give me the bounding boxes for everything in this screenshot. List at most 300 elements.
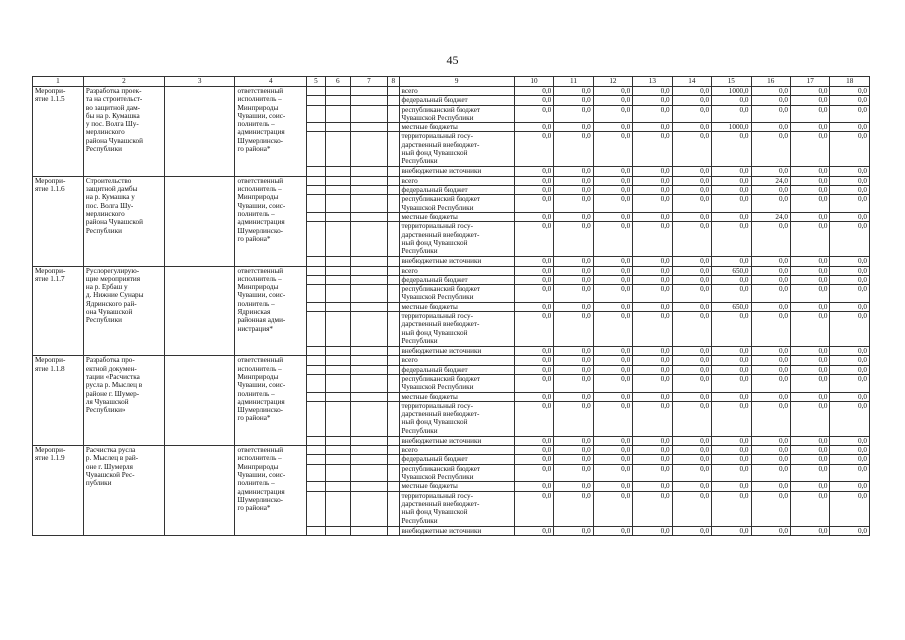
code-cell xyxy=(350,464,387,482)
amount-cell: 0,0 xyxy=(593,365,632,374)
column-header: 17 xyxy=(790,77,829,87)
code-cell xyxy=(350,347,387,356)
code-cell xyxy=(325,392,350,401)
code-cell xyxy=(325,464,350,482)
measure-title-cell: Разработка про- ектной докумен- тации «Расчистка русла р. Мыслец в районе г. Шумер- ля Чувашской Республики» xyxy=(83,356,164,446)
measure-title-cell: Строительство защитной дамбы на р. Кумашка у пос. Волга Шу- мерлинского района Чувашской Республики xyxy=(83,176,164,266)
amount-cell: 0,0 xyxy=(790,96,829,105)
amount-cell: 0,0 xyxy=(830,392,870,401)
amount-cell: 0,0 xyxy=(790,132,829,167)
code-cell xyxy=(388,222,399,257)
amount-cell: 0,0 xyxy=(830,195,870,213)
code-cell xyxy=(325,167,350,176)
empty-cell xyxy=(164,266,235,356)
amount-cell: 0,0 xyxy=(712,186,751,195)
code-cell xyxy=(388,96,399,105)
code-cell xyxy=(325,132,350,167)
code-cell xyxy=(388,167,399,176)
code-cell xyxy=(307,275,326,284)
amount-cell: 0,0 xyxy=(712,167,751,176)
amount-cell: 0,0 xyxy=(790,464,829,482)
amount-cell: 0,0 xyxy=(751,123,790,132)
amount-cell: 0,0 xyxy=(554,312,593,347)
amount-cell: 0,0 xyxy=(593,446,632,455)
code-cell xyxy=(307,123,326,132)
code-cell xyxy=(388,392,399,401)
funding-source-cell: внебюджетные источники xyxy=(399,436,514,445)
amount-cell: 0,0 xyxy=(790,374,829,392)
funding-source-cell: местные бюджеты xyxy=(399,302,514,311)
amount-cell: 0,0 xyxy=(672,222,711,257)
amount-cell: 0,0 xyxy=(593,285,632,303)
amount-cell: 0,0 xyxy=(830,222,870,257)
amount-cell: 0,0 xyxy=(712,285,751,303)
amount-cell: 0,0 xyxy=(514,482,553,491)
amount-cell: 0,0 xyxy=(514,491,553,526)
amount-cell: 0,0 xyxy=(633,87,672,96)
amount-cell: 0,0 xyxy=(790,266,829,275)
amount-cell: 0,0 xyxy=(514,401,553,436)
amount-cell: 0,0 xyxy=(751,132,790,167)
amount-cell: 0,0 xyxy=(633,257,672,266)
code-cell xyxy=(307,491,326,526)
code-cell xyxy=(350,392,387,401)
amount-cell: 0,0 xyxy=(593,195,632,213)
code-cell xyxy=(350,96,387,105)
amount-cell: 0,0 xyxy=(554,302,593,311)
amount-cell: 0,0 xyxy=(830,312,870,347)
amount-cell: 0,0 xyxy=(712,526,751,535)
amount-cell: 0,0 xyxy=(554,526,593,535)
code-cell xyxy=(307,186,326,195)
amount-cell: 0,0 xyxy=(593,455,632,464)
amount-cell: 0,0 xyxy=(672,266,711,275)
funding-source-cell: территориальный госу- дарственный внебюджет- ный фонд Чувашской Республики xyxy=(399,222,514,257)
amount-cell: 0,0 xyxy=(830,526,870,535)
column-header: 9 xyxy=(399,77,514,87)
amount-cell: 0,0 xyxy=(790,176,829,185)
code-cell xyxy=(350,212,387,221)
amount-cell: 0,0 xyxy=(633,491,672,526)
table-row xyxy=(33,176,870,185)
executor-cell: ответственный исполнитель – Минприроды Чувашии, соис- полнитель – администрация Шумерлинско- го района* xyxy=(235,356,307,446)
code-cell xyxy=(388,176,399,185)
amount-cell: 0,0 xyxy=(593,526,632,535)
amount-cell: 0,0 xyxy=(712,482,751,491)
amount-cell: 0,0 xyxy=(751,285,790,303)
amount-cell: 0,0 xyxy=(593,257,632,266)
amount-cell: 0,0 xyxy=(633,212,672,221)
amount-cell: 0,0 xyxy=(712,257,751,266)
code-cell xyxy=(388,347,399,356)
amount-cell: 0,0 xyxy=(633,266,672,275)
amount-cell: 0,0 xyxy=(593,176,632,185)
funding-source-cell: республиканский бюджет Чувашской Республики xyxy=(399,195,514,213)
amount-cell: 0,0 xyxy=(554,464,593,482)
amount-cell: 0,0 xyxy=(633,285,672,303)
amount-cell: 0,0 xyxy=(554,392,593,401)
code-cell xyxy=(325,526,350,535)
funding-source-cell: территориальный госу- дарственный внебюджет- ный фонд Чувашской Республики xyxy=(399,312,514,347)
amount-cell: 0,0 xyxy=(751,312,790,347)
amount-cell: 0,0 xyxy=(514,87,553,96)
amount-cell: 0,0 xyxy=(672,195,711,213)
code-cell xyxy=(307,526,326,535)
amount-cell: 0,0 xyxy=(554,105,593,123)
code-cell xyxy=(307,392,326,401)
amount-cell: 0,0 xyxy=(830,96,870,105)
code-cell xyxy=(307,105,326,123)
amount-cell: 0,0 xyxy=(593,392,632,401)
amount-cell: 0,0 xyxy=(514,526,553,535)
amount-cell: 0,0 xyxy=(751,374,790,392)
table-row xyxy=(33,446,870,455)
amount-cell: 0,0 xyxy=(593,96,632,105)
amount-cell: 0,0 xyxy=(830,266,870,275)
amount-cell: 0,0 xyxy=(672,356,711,365)
amount-cell: 0,0 xyxy=(514,167,553,176)
amount-cell: 0,0 xyxy=(514,392,553,401)
code-cell xyxy=(325,275,350,284)
amount-cell: 0,0 xyxy=(830,285,870,303)
funding-source-cell: республиканский бюджет Чувашской Республики xyxy=(399,464,514,482)
amount-cell: 0,0 xyxy=(593,212,632,221)
amount-cell: 0,0 xyxy=(790,123,829,132)
amount-cell: 0,0 xyxy=(790,222,829,257)
program-table xyxy=(32,76,870,536)
code-cell xyxy=(388,464,399,482)
code-cell xyxy=(325,347,350,356)
amount-cell: 0,0 xyxy=(633,312,672,347)
amount-cell: 0,0 xyxy=(830,464,870,482)
amount-cell: 0,0 xyxy=(633,482,672,491)
amount-cell: 0,0 xyxy=(514,257,553,266)
amount-cell: 0,0 xyxy=(672,482,711,491)
amount-cell: 0,0 xyxy=(830,436,870,445)
amount-cell: 0,0 xyxy=(672,347,711,356)
amount-cell: 0,0 xyxy=(593,302,632,311)
amount-cell: 0,0 xyxy=(593,222,632,257)
amount-cell: 0,0 xyxy=(751,347,790,356)
amount-cell: 0,0 xyxy=(554,347,593,356)
code-cell xyxy=(325,491,350,526)
funding-source-cell: местные бюджеты xyxy=(399,392,514,401)
amount-cell: 0,0 xyxy=(672,132,711,167)
amount-cell: 0,0 xyxy=(514,374,553,392)
amount-cell: 0,0 xyxy=(712,132,751,167)
amount-cell: 0,0 xyxy=(672,105,711,123)
amount-cell: 0,0 xyxy=(633,526,672,535)
amount-cell: 0,0 xyxy=(830,167,870,176)
amount-cell: 0,0 xyxy=(830,374,870,392)
code-cell xyxy=(388,132,399,167)
code-cell xyxy=(350,186,387,195)
column-header: 5 xyxy=(307,77,326,87)
code-cell xyxy=(350,455,387,464)
amount-cell: 0,0 xyxy=(593,464,632,482)
amount-cell: 0,0 xyxy=(514,446,553,455)
table-row xyxy=(33,356,870,365)
amount-cell: 0,0 xyxy=(751,436,790,445)
amount-cell: 0,0 xyxy=(790,195,829,213)
code-cell xyxy=(388,123,399,132)
code-cell xyxy=(388,257,399,266)
amount-cell: 0,0 xyxy=(751,87,790,96)
amount-cell: 0,0 xyxy=(790,275,829,284)
amount-cell: 0,0 xyxy=(593,266,632,275)
amount-cell: 0,0 xyxy=(514,186,553,195)
amount-cell: 0,0 xyxy=(751,195,790,213)
amount-cell: 0,0 xyxy=(712,491,751,526)
amount-cell: 0,0 xyxy=(593,312,632,347)
code-cell xyxy=(307,96,326,105)
amount-cell: 1000,0 xyxy=(712,87,751,96)
code-cell xyxy=(325,455,350,464)
funding-source-cell: внебюджетные источники xyxy=(399,526,514,535)
code-cell xyxy=(388,212,399,221)
amount-cell: 0,0 xyxy=(790,436,829,445)
amount-cell: 0,0 xyxy=(790,446,829,455)
amount-cell: 0,0 xyxy=(633,167,672,176)
amount-cell: 650,0 xyxy=(712,302,751,311)
amount-cell: 0,0 xyxy=(751,186,790,195)
code-cell xyxy=(388,491,399,526)
column-header: 4 xyxy=(235,77,307,87)
amount-cell: 0,0 xyxy=(554,87,593,96)
amount-cell: 0,0 xyxy=(751,302,790,311)
code-cell xyxy=(350,526,387,535)
column-header: 10 xyxy=(514,77,553,87)
amount-cell: 0,0 xyxy=(554,436,593,445)
amount-cell: 0,0 xyxy=(830,455,870,464)
amount-cell: 0,0 xyxy=(514,96,553,105)
amount-cell: 0,0 xyxy=(554,446,593,455)
amount-cell: 0,0 xyxy=(593,482,632,491)
funding-source-cell: внебюджетные источники xyxy=(399,257,514,266)
code-cell xyxy=(325,96,350,105)
amount-cell: 0,0 xyxy=(633,105,672,123)
funding-source-cell: федеральный бюджет xyxy=(399,365,514,374)
code-cell xyxy=(350,257,387,266)
amount-cell: 0,0 xyxy=(633,195,672,213)
amount-cell: 0,0 xyxy=(633,455,672,464)
amount-cell: 0,0 xyxy=(554,176,593,185)
column-header: 8 xyxy=(388,77,399,87)
amount-cell: 0,0 xyxy=(751,455,790,464)
amount-cell: 0,0 xyxy=(514,356,553,365)
amount-cell: 0,0 xyxy=(751,526,790,535)
code-cell xyxy=(388,285,399,303)
amount-cell: 0,0 xyxy=(633,347,672,356)
amount-cell: 0,0 xyxy=(751,482,790,491)
amount-cell: 0,0 xyxy=(514,222,553,257)
empty-cell xyxy=(164,446,235,536)
amount-cell: 0,0 xyxy=(514,347,553,356)
funding-source-cell: всего xyxy=(399,266,514,275)
table-row xyxy=(33,266,870,275)
amount-cell: 0,0 xyxy=(514,132,553,167)
amount-cell: 0,0 xyxy=(633,275,672,284)
amount-cell: 0,0 xyxy=(554,374,593,392)
amount-cell: 650,0 xyxy=(712,266,751,275)
amount-cell: 0,0 xyxy=(790,401,829,436)
code-cell xyxy=(350,302,387,311)
amount-cell: 0,0 xyxy=(790,526,829,535)
funding-source-cell: внебюджетные источники xyxy=(399,347,514,356)
code-cell xyxy=(388,436,399,445)
code-cell xyxy=(307,195,326,213)
amount-cell: 0,0 xyxy=(712,222,751,257)
funding-source-cell: местные бюджеты xyxy=(399,482,514,491)
amount-cell: 0,0 xyxy=(751,266,790,275)
measure-title-cell: Разработка проек- та на строительст- во защитной дам- бы на р. Кумашка у пос. Волга Шу- мерлинского района Чувашской Республики xyxy=(83,87,164,177)
amount-cell: 0,0 xyxy=(830,491,870,526)
funding-source-cell: всего xyxy=(399,176,514,185)
code-cell xyxy=(350,87,387,96)
code-cell xyxy=(325,212,350,221)
code-cell xyxy=(350,167,387,176)
amount-cell: 0,0 xyxy=(790,392,829,401)
column-header: 12 xyxy=(593,77,632,87)
amount-cell: 0,0 xyxy=(554,222,593,257)
amount-cell: 0,0 xyxy=(672,176,711,185)
code-cell xyxy=(350,132,387,167)
code-cell xyxy=(325,266,350,275)
amount-cell: 0,0 xyxy=(790,365,829,374)
amount-cell: 0,0 xyxy=(790,491,829,526)
code-cell xyxy=(325,222,350,257)
amount-cell: 0,0 xyxy=(790,167,829,176)
executor-cell: ответственный исполнитель – Минприроды Чувашии, соис- полнитель – Ядринская районная адми- нистрация* xyxy=(235,266,307,356)
funding-source-cell: всего xyxy=(399,446,514,455)
amount-cell: 0,0 xyxy=(830,123,870,132)
amount-cell: 0,0 xyxy=(672,392,711,401)
code-cell xyxy=(388,312,399,347)
code-cell xyxy=(307,464,326,482)
amount-cell: 0,0 xyxy=(514,455,553,464)
amount-cell: 0,0 xyxy=(751,105,790,123)
amount-cell: 0,0 xyxy=(712,347,751,356)
code-cell xyxy=(307,374,326,392)
code-cell xyxy=(307,312,326,347)
code-cell xyxy=(325,257,350,266)
funding-source-cell: всего xyxy=(399,87,514,96)
code-cell xyxy=(325,87,350,96)
amount-cell: 0,0 xyxy=(554,356,593,365)
amount-cell: 0,0 xyxy=(514,123,553,132)
column-header: 14 xyxy=(672,77,711,87)
code-cell xyxy=(325,401,350,436)
amount-cell: 0,0 xyxy=(633,436,672,445)
code-cell xyxy=(388,365,399,374)
amount-cell: 0,0 xyxy=(830,186,870,195)
code-cell xyxy=(307,302,326,311)
code-cell xyxy=(325,365,350,374)
amount-cell: 0,0 xyxy=(790,105,829,123)
amount-cell: 0,0 xyxy=(514,176,553,185)
code-cell xyxy=(307,222,326,257)
funding-source-cell: территориальный госу- дарственный внебюджет- ный фонд Чувашской Республики xyxy=(399,132,514,167)
amount-cell: 0,0 xyxy=(672,212,711,221)
code-cell xyxy=(307,212,326,221)
amount-cell: 0,0 xyxy=(830,446,870,455)
funding-source-cell: внебюджетные источники xyxy=(399,167,514,176)
measure-number-cell: Меропри- ятие 1.1.8 xyxy=(33,356,84,446)
code-cell xyxy=(388,275,399,284)
funding-source-cell: всего xyxy=(399,356,514,365)
column-header: 7 xyxy=(350,77,387,87)
amount-cell: 0,0 xyxy=(593,132,632,167)
amount-cell: 0,0 xyxy=(672,446,711,455)
code-cell xyxy=(350,195,387,213)
amount-cell: 0,0 xyxy=(633,446,672,455)
code-cell xyxy=(325,105,350,123)
amount-cell: 0,0 xyxy=(593,347,632,356)
code-cell xyxy=(388,374,399,392)
page-number: 45 xyxy=(446,53,459,67)
amount-cell: 0,0 xyxy=(633,132,672,167)
amount-cell: 0,0 xyxy=(554,257,593,266)
code-cell xyxy=(307,482,326,491)
amount-cell: 0,0 xyxy=(554,482,593,491)
code-cell xyxy=(307,356,326,365)
amount-cell: 0,0 xyxy=(514,195,553,213)
amount-cell: 0,0 xyxy=(593,167,632,176)
funding-source-cell: республиканский бюджет Чувашской Республики xyxy=(399,374,514,392)
executor-cell: ответственный исполнитель – Минприроды Чувашии, соис- полнитель – администрация Шумерлинско- го района* xyxy=(235,87,307,177)
code-cell xyxy=(325,312,350,347)
amount-cell: 0,0 xyxy=(790,212,829,221)
code-cell xyxy=(388,446,399,455)
column-header: 18 xyxy=(830,77,870,87)
funding-source-cell: местные бюджеты xyxy=(399,212,514,221)
amount-cell: 0,0 xyxy=(712,275,751,284)
code-cell xyxy=(350,266,387,275)
code-cell xyxy=(350,275,387,284)
amount-cell: 0,0 xyxy=(672,123,711,132)
code-cell xyxy=(388,356,399,365)
amount-cell: 0,0 xyxy=(554,266,593,275)
amount-cell: 0,0 xyxy=(593,401,632,436)
executor-cell: ответственный исполнитель – Минприроды Чувашии, соис- полнитель – администрация Шумерлинско- го района* xyxy=(235,176,307,266)
amount-cell: 0,0 xyxy=(830,176,870,185)
amount-cell: 0,0 xyxy=(751,446,790,455)
code-cell xyxy=(350,446,387,455)
amount-cell: 0,0 xyxy=(751,491,790,526)
amount-cell: 0,0 xyxy=(672,401,711,436)
amount-cell: 0,0 xyxy=(633,392,672,401)
amount-cell: 0,0 xyxy=(830,365,870,374)
amount-cell: 0,0 xyxy=(712,401,751,436)
code-cell xyxy=(325,176,350,185)
amount-cell: 0,0 xyxy=(672,186,711,195)
code-cell xyxy=(350,436,387,445)
code-cell xyxy=(350,356,387,365)
column-header: 13 xyxy=(633,77,672,87)
amount-cell: 0,0 xyxy=(633,374,672,392)
code-cell xyxy=(307,347,326,356)
code-cell xyxy=(325,186,350,195)
empty-cell xyxy=(164,176,235,266)
amount-cell: 0,0 xyxy=(593,186,632,195)
code-cell xyxy=(307,87,326,96)
code-cell xyxy=(350,222,387,257)
code-cell xyxy=(307,167,326,176)
column-header: 2 xyxy=(83,77,164,87)
code-cell xyxy=(388,186,399,195)
column-header: 11 xyxy=(554,77,593,87)
code-cell xyxy=(350,482,387,491)
